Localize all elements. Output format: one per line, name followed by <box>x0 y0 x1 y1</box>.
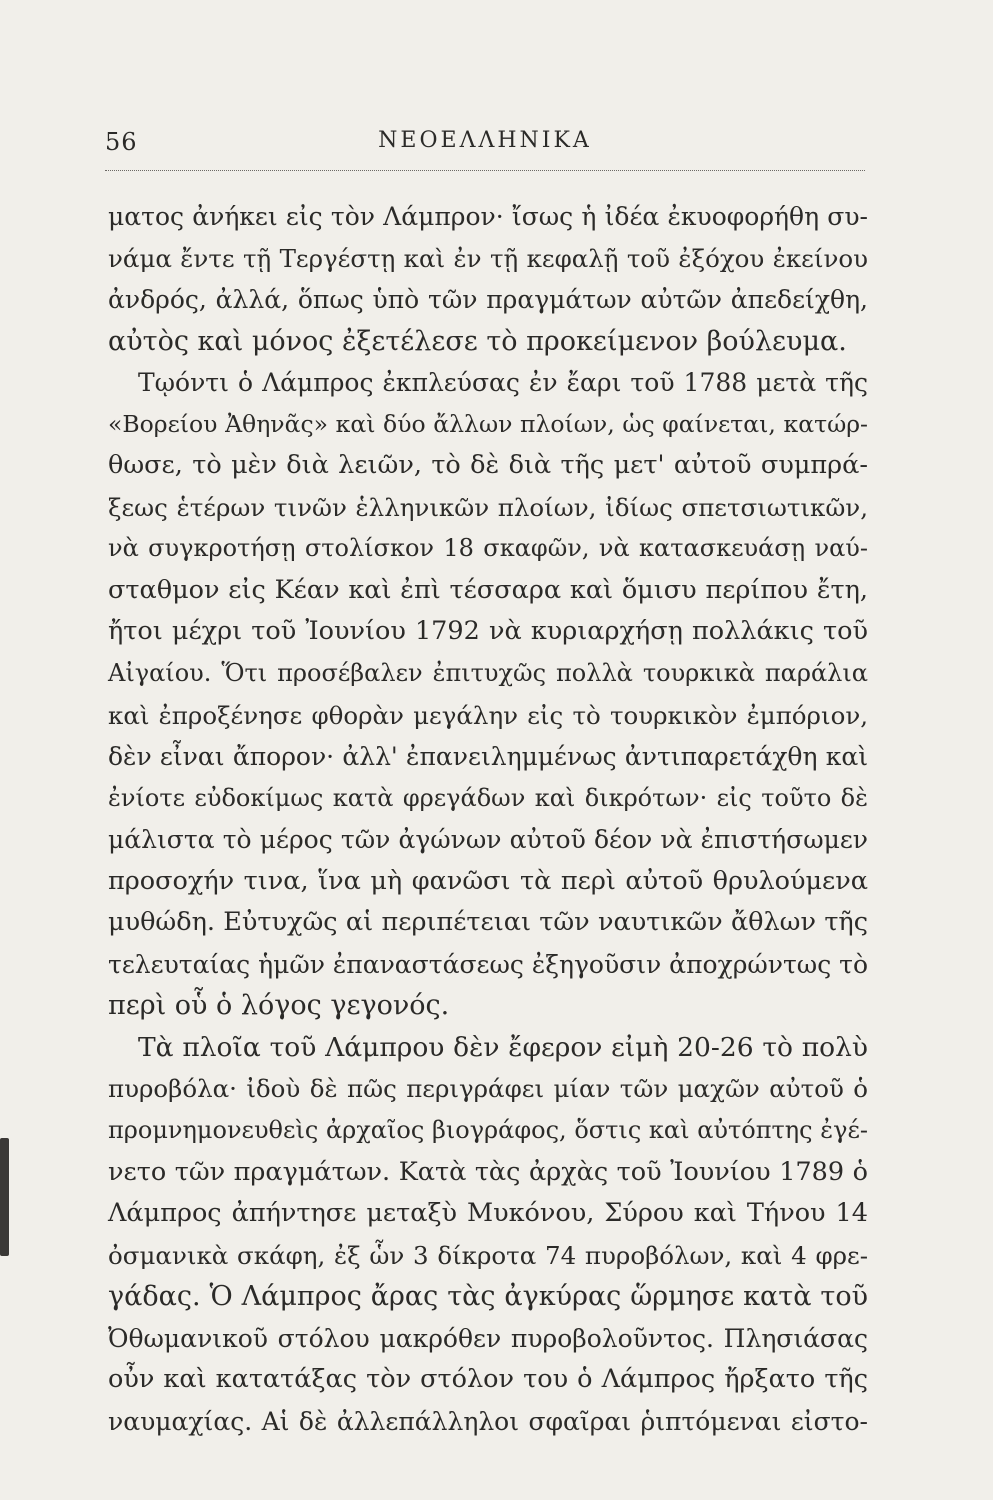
text-line: Τὰ πλοῖα τοῦ Λάμπρου δὲν ἔφερον εἰμὴ 20-26 τὸ πολὺ <box>138 1031 868 1063</box>
text-line: νετο τῶν πραγμάτων. Κατὰ τὰς ἀρχὰς τοῦ Ἰουνίου 1789 ὁ <box>108 1156 868 1187</box>
text-line: δὲν εἶναι ἄπορον· ἀλλ' ἐπανειλημμένως ἀντιπαρετάχθη καὶ <box>108 742 868 772</box>
header-rule <box>105 170 865 171</box>
page-number: 56 <box>105 128 138 156</box>
text-line: μυθώδη. Εὐτυχῶς αἱ περιπέτειαι τῶν ναυτικῶν ἄθλων τῆς <box>108 907 868 938</box>
text-line: θωσε, τὸ μὲν διὰ λειῶν, τὸ δὲ διὰ τῆς μετ' αὐτοῦ συμπρά- <box>108 450 868 481</box>
text-line: Ὀθωμανικοῦ στόλου μακρόθεν πυροβολοῦντος. Πλησιάσας <box>108 1323 868 1353</box>
page-header <box>105 128 865 168</box>
text-line: ματος ἀνήκει εἰς τὸν Λάμπρον· ἴσως ἡ ἰδέα ἐκυοφορήθη συ- <box>108 202 868 231</box>
text-line: περὶ οὗ ὁ λόγος γεγονός. <box>108 990 450 1022</box>
text-line: Αἰγαίου. Ὅτι προσέβαλεν ἐπιτυχῶς πολλὰ τουρκικὰ παράλια <box>108 659 868 688</box>
text-line: ὀσμανικὰ σκάφη, ἐξ ὧν 3 δίκροτα 74 πυροβόλων, καὶ 4 φρε- <box>108 1240 868 1270</box>
text-line: καὶ ἐπροξένησε φθορὰν μεγάλην εἰς τὸ τουρκικὸν ἐμπόριον, <box>108 700 868 730</box>
text-line: σταθμον εἰς Κέαν καὶ ἐπὶ τέσσαρα καὶ ὅμισυ περίπου ἔτη, <box>108 574 868 605</box>
text-line: μάλιστα τὸ μέρος τῶν ἀγώνων αὐτοῦ δέον νὰ ἐπιστήσωμεν <box>108 825 868 855</box>
text-line: ἤτοι μέχρι τοῦ Ἰουνίου 1792 νὰ κυριαρχήσῃ πολλάκις τοῦ <box>108 616 868 647</box>
text-line: νὰ συγκροτήσῃ στολίσκον 18 σκαφῶν, νὰ κατασκευάσῃ ναύ- <box>108 534 868 563</box>
text-line: ναυμαχίας. Αἱ δὲ ἀλλεπάλληλοι σφαῖραι ῥιπτόμεναι εἰστο- <box>108 1406 868 1436</box>
text-line: πυροβόλα· ἰδοὺ δὲ πῶς περιγράφει μίαν τῶν μαχῶν αὐτοῦ ὁ <box>108 1074 868 1104</box>
text-line: γάδας. Ὁ Λάμπρος ἄρας τὰς ἀγκύρας ὥρμησε κατὰ τοῦ <box>108 1281 868 1313</box>
text-line: ἐνίοτε εὐδοκίμως κατὰ φρεγάδων καὶ δικρότων· εἰς τοῦτο δὲ <box>108 783 868 812</box>
text-line: προμνημονευθεὶς ἀρχαῖος βιογράφος, ὅστις καὶ αὐτόπτης ἐγέ- <box>108 1116 868 1145</box>
text-line: ἀνδρός, ἀλλά, ὅπως ὑπὸ τῶν πραγμάτων αὐτῶν ἀπεδείχθη, <box>108 285 868 315</box>
binding-edge-mark <box>0 1138 9 1256</box>
text-line: Λάμπρος ἀπήντησε μεταξὺ Μυκόνου, Σύρου καὶ Τήνου 14 <box>108 1198 868 1229</box>
text-line: αὐτὸς καὶ μόνος ἐξετέλεσε τὸ προκείμενον βούλευμα. <box>108 325 847 357</box>
text-line: τελευταίας ἡμῶν ἐπαναστάσεως ἐξηγοῦσιν ἀποχρώντως τὸ <box>108 949 869 979</box>
text-line: Τῳόντι ὁ Λάμπρος ἐκπλεύσας ἐν ἔαρι τοῦ 1788 μετὰ τῆς <box>138 368 868 398</box>
running-title: ΝΕΟΕΛΛΗΝΙΚΑ <box>378 128 592 153</box>
text-line: «Βορείου Ἀθηνᾶς» καὶ δύο ἄλλων πλοίων, ὡς φαίνεται, κατώρ- <box>108 409 868 438</box>
text-line: νάμα ἔντε τῇ Τεργέστῃ καὶ ἐν τῇ κεφαλῇ τοῦ ἐξόχου ἐκείνου <box>108 243 868 273</box>
text-line: προσοχήν τινα, ἵνα μὴ φανῶσι τὰ περὶ αὐτοῦ θρυλούμενα <box>108 865 868 896</box>
text-line: οὖν καὶ κατατάξας τὸν στόλον του ὁ Λάμπρος ἤρξατο τῆς <box>108 1364 868 1395</box>
body-text <box>108 196 868 1442</box>
text-line: ξεως ἑτέρων τινῶν ἑλληνικῶν πλοίων, ἰδίως σπετσιωτικῶν, <box>108 492 868 522</box>
